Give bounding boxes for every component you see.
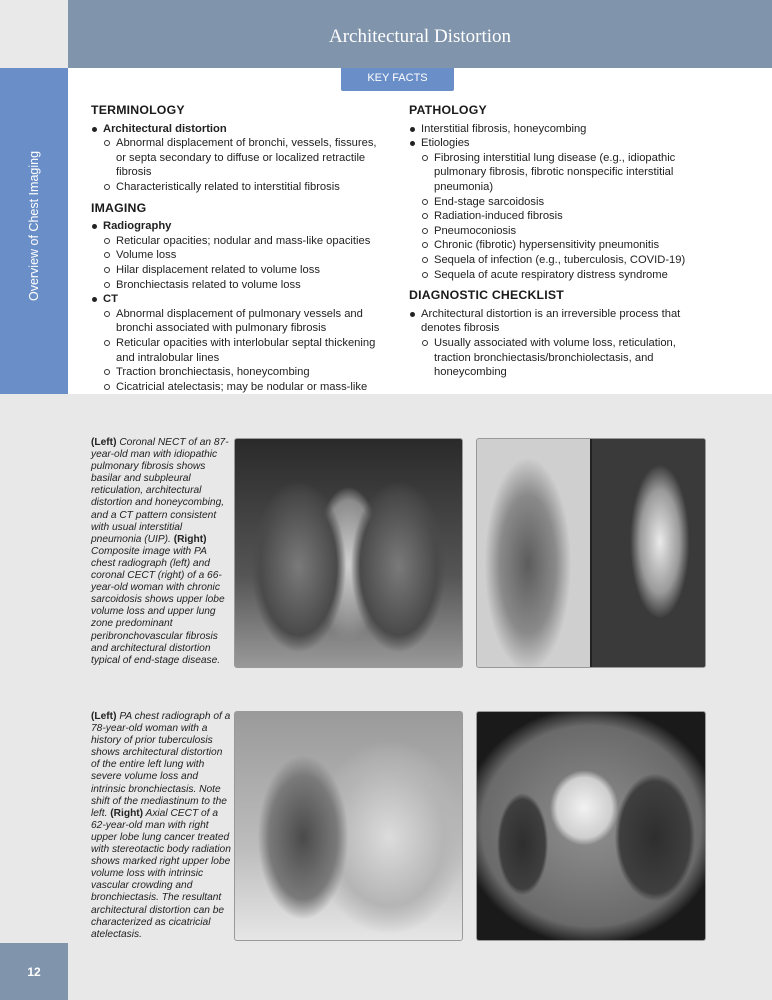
pa-chest-radiograph-image: [234, 711, 463, 941]
page-number-block: [0, 943, 68, 1000]
list-item: Radiography: [91, 219, 381, 234]
right-column: [409, 103, 709, 380]
pa-radiograph-panel: [477, 439, 590, 667]
list-subitem: Traction bronchiectasis, honeycombing: [91, 365, 381, 380]
page-title: Architectural Distortion: [328, 26, 512, 47]
list-item: Architectural distortion is an irreversible process that denotes fibrosis: [409, 307, 709, 336]
imaging-list: [91, 219, 381, 394]
list-subitem: Abnormal displacement of bronchi, vessels, fissures, or septa secondary to diffuse or localized retractile fibrosis: [91, 136, 381, 180]
list-subitem: Usually associated with volume loss, reticulation, traction bronchiectasis/bronchiolectasis, and honeycombing: [409, 336, 709, 380]
list-item: Architectural distortion: [91, 122, 381, 137]
left-column: [91, 103, 381, 394]
caption-text: Composite image with PA chest radiograph (left) and coronal CECT (right) of a 66-year-old woman with chronic sarcoidosis shows upper lobe volume loss and upper lung zone predominant peribronchovascular fibrosis and architectural distortion typical of end-stage disease.: [91, 545, 225, 666]
list-subitem: Sequela of acute respiratory distress syndrome: [409, 268, 709, 283]
caption-tag: (Right): [110, 807, 144, 819]
coronal-cect-panel: [592, 439, 705, 667]
list-subitem: Bronchiectasis related to volume loss: [91, 278, 381, 293]
list-item: Etiologies: [409, 136, 709, 151]
checklist-list: [409, 307, 709, 380]
list-subitem: Fibrosing interstitial lung disease (e.g., idiopathic pulmonary fibrosis, fibrotic nonspecific interstitial pneumonia): [409, 151, 709, 195]
list-item: CT: [91, 292, 381, 307]
caption-text: Coronal NECT of an 87-year-old man with idiopathic pulmonary fibrosis shows basilar and subpleural reticulation, architectural distortion and honeycombing, and a CT pattern consistent with usual interstitial pneumonia (UIP).: [91, 437, 229, 545]
list-subitem: Radiation-induced fibrosis: [409, 209, 709, 224]
terminology-list: [91, 122, 381, 195]
caption-text: Axial CECT of a 62-year-old man with right upper lobe lung cancer treated with stereotactic body radiation shows marked right upper lobe volume loss with intrinsic vascular crowding and bronchiectasis. The resultant architectural distortion can be characterized as cicatricial atelectasis.: [91, 807, 231, 940]
list-item: Interstitial fibrosis, honeycombing: [409, 122, 709, 137]
caption-tag: (Right): [173, 533, 207, 545]
caption-tag: (Left): [91, 711, 117, 722]
composite-radiograph-ct-image: [476, 438, 706, 668]
list-subitem: Abnormal displacement of pulmonary vessels and bronchi associated with pulmonary fibrosis: [91, 307, 381, 336]
pathology-heading: PATHOLOGY: [409, 103, 487, 117]
list-subitem: End-stage sarcoidosis: [409, 195, 709, 210]
list-subitem: Chronic (fibrotic) hypersensitivity pneumonitis: [409, 238, 709, 253]
axial-cect-image: [476, 711, 706, 941]
list-subitem: Reticular opacities with interlobular septal thickening and intralobular lines: [91, 336, 381, 365]
list-subitem: Cicatricial atelectasis; may be nodular or mass-like: [91, 380, 381, 395]
list-subitem: Pneumoconiosis: [409, 224, 709, 239]
list-subitem: Characteristically related to interstitial fibrosis: [91, 180, 381, 195]
corner-block: [0, 0, 68, 68]
caption-tag: (Left): [91, 437, 117, 448]
list-subitem: Hilar displacement related to volume loss: [91, 263, 381, 278]
figure-caption: [91, 711, 231, 941]
page-header: [68, 0, 772, 68]
imaging-heading: IMAGING: [91, 200, 147, 215]
figure-caption: [91, 437, 231, 667]
page-number: 12: [27, 965, 41, 979]
list-subitem: Volume loss: [91, 248, 381, 263]
pathology-list: [409, 122, 709, 283]
list-subitem: Sequela of infection (e.g., tuberculosis, COVID-19): [409, 253, 709, 268]
coronal-ct-image: [234, 438, 463, 668]
caption-text: PA chest radiograph of a 78-year-old woman with a history of prior tuberculosis shows architectural distortion of the entire left lung with severe volume loss and intrinsic bronchiectasis. Note shift of the mediastinum to the left.: [91, 711, 231, 819]
section-sidebar: [0, 68, 68, 394]
section-label: Overview of Chest Imaging: [27, 150, 41, 302]
terminology-heading: TERMINOLOGY: [91, 103, 185, 117]
key-facts-tab: KEY FACTS: [341, 68, 454, 91]
checklist-heading: DIAGNOSTIC CHECKLIST: [409, 288, 564, 303]
list-subitem: Reticular opacities; nodular and mass-like opacities: [91, 234, 381, 249]
